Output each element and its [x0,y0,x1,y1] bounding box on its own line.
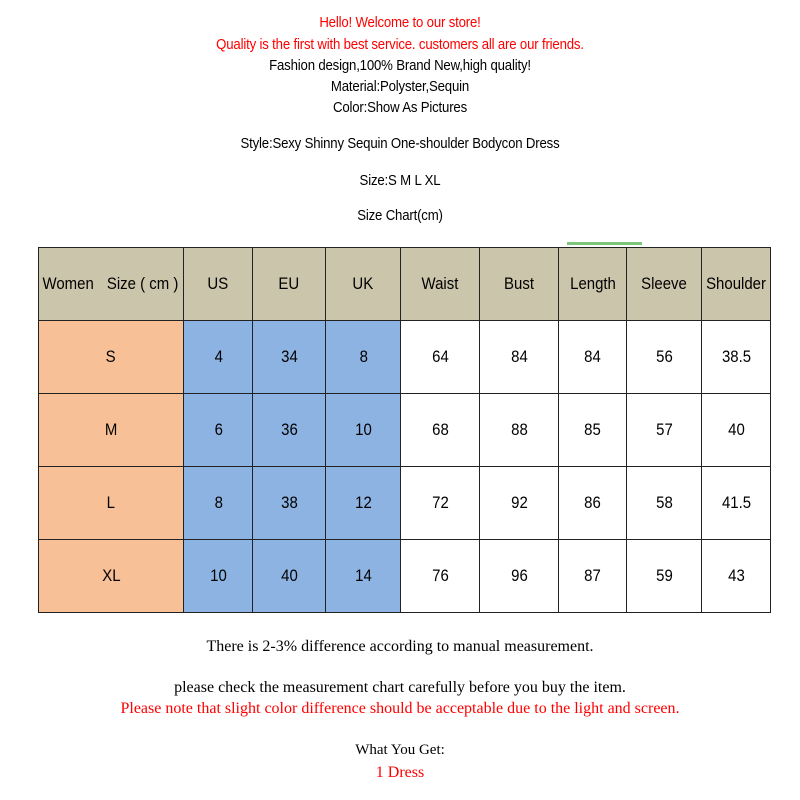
uk-cell: 10 [326,394,401,467]
greeting-text: Hello! Welcome to our store! [319,14,481,31]
shoulder-cell: 43 [702,540,771,613]
eu-cell: 38 [253,467,326,540]
header-length: Length [559,248,627,321]
selection-marker [567,242,642,245]
bust-cell: 92 [480,467,559,540]
header-waist: Waist [401,248,480,321]
fashion-text: Fashion design,100% Brand New,high quality! [269,57,531,74]
eu-cell: 40 [253,540,326,613]
table-row [39,467,771,540]
quality-text: Quality is the first with best service. customers all are our friends. [216,36,584,53]
header-women-size [39,248,184,321]
material-text: Material:Polyster,Sequin [330,78,470,95]
shoulder-cell: 38.5 [702,321,771,394]
length-cell: 84 [559,321,627,394]
header-uk: UK [326,248,401,321]
header-eu: EU [253,248,326,321]
check-chart-note: please check the measurement chart carefully before you buy the item. [174,679,626,696]
size-chart-title: Size Chart(cm) [357,207,443,224]
table-row [39,394,771,467]
size-cell: S [39,321,184,394]
difference-note: There is 2-3% difference according to manual measurement. [206,638,594,655]
size-chart-table [38,247,771,613]
header-us: US [184,248,253,321]
eu-cell: 34 [253,321,326,394]
length-cell: 85 [559,394,627,467]
uk-cell: 12 [326,467,401,540]
us-cell: 10 [184,540,253,613]
header-women: Women [42,274,94,293]
us-cell: 8 [184,467,253,540]
table-header-row [39,248,771,321]
sleeve-cell: 58 [627,467,702,540]
waist-cell: 72 [401,467,480,540]
header-sleeve: Sleeve [627,248,702,321]
shoulder-cell: 40 [702,394,771,467]
style-text: Style:Sexy Shinny Sequin One-shoulder Bodycon Dress [240,135,560,152]
sleeve-cell: 57 [627,394,702,467]
table-row [39,321,771,394]
sleeve-cell: 59 [627,540,702,613]
waist-cell: 68 [401,394,480,467]
header-shoulder: Shoulder [702,248,771,321]
color-text: Color:Show As Pictures [332,99,468,116]
header-size-cm: Size ( cm ) [106,274,179,293]
length-cell: 87 [559,540,627,613]
shoulder-cell: 41.5 [702,467,771,540]
header-bust: Bust [480,248,559,321]
waist-cell: 64 [401,321,480,394]
size-cell: L [39,467,184,540]
sleeve-cell: 56 [627,321,702,394]
us-cell: 4 [184,321,253,394]
bust-cell: 96 [480,540,559,613]
bust-cell: 88 [480,394,559,467]
package-item: 1 Dress [375,764,425,781]
color-difference-note: Please note that slight color difference should be acceptable due to the light and screen. [120,700,680,717]
size-cell: XL [39,540,184,613]
bust-cell: 84 [480,321,559,394]
what-you-get-label: What You Get: [355,742,445,758]
uk-cell: 8 [326,321,401,394]
size-cell: M [39,394,184,467]
eu-cell: 36 [253,394,326,467]
waist-cell: 76 [401,540,480,613]
table-row [39,540,771,613]
sizes-text: Size:S M L XL [359,172,441,189]
us-cell: 6 [184,394,253,467]
length-cell: 86 [559,467,627,540]
uk-cell: 14 [326,540,401,613]
